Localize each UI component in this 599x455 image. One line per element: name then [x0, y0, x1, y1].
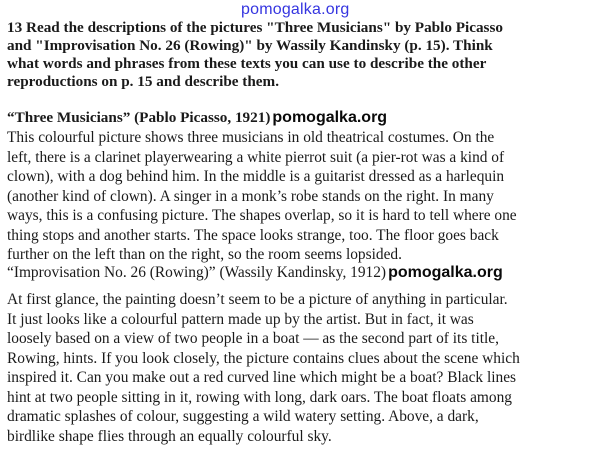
paragraph-line: This colourful picture shows three musicians in old theatrical costumes. On the	[7, 129, 495, 146]
task-line: what words and phrases from these texts you can use to describe the other	[7, 55, 487, 72]
watermark-inline: pomogalka.org	[272, 109, 388, 126]
watermark-inline: pomogalka.org	[388, 264, 503, 281]
paragraph-line: At first glance, the painting doesn’t seem to be a picture of anything in particular.	[7, 291, 508, 308]
paragraph-line: left, there is a clarinet playerwearing a white pierrot suit (a pier-rot was a kind of	[7, 148, 505, 166]
paragraph-line: It just looks like a colourful pattern made up by the artist. But in fact, it was	[7, 310, 474, 328]
task-line: reproductions on p. 15 and describe them.	[7, 73, 279, 90]
paragraph-line: clown), with a dog behind him. In the middle is a guitarist dressed as a harlequin	[7, 168, 505, 185]
watermark-top: pomogalka.org	[241, 1, 350, 18]
task-line: 13 Read the descriptions of the pictures "Three Musicians" by Pablo Picasso	[7, 19, 503, 36]
description-improvisation	[7, 290, 597, 446]
section-heading-three-musicians	[7, 109, 387, 127]
task-instructions	[7, 19, 592, 91]
paragraph-line: dramatic splashes of colour, suggesting a wild watery setting. Above, a dark,	[7, 408, 479, 425]
task-line: and "Improvisation No. 26 (Rowing)" by Wassily Kandinsky (p. 15). Think	[7, 37, 493, 54]
section-heading-text: “Improvisation No. 26 (Rowing)” (Wassily Kandinsky, 1912)	[7, 264, 387, 281]
paragraph-line: ways, this is a confusing picture. The shapes overlap, so it is hard to tell where one	[7, 207, 517, 224]
paragraph-line: (another kind of clown). A singer in a monk’s robe stands on the right. In many	[7, 187, 494, 205]
section-heading-improvisation	[7, 264, 503, 282]
paragraph-line: thing stops and another starts. The space looks strange, too. The floor goes back	[7, 226, 499, 244]
paragraph-line: inspired it. Can you make out a red curved line which might be a boat? Black lines	[7, 369, 517, 386]
paragraph-line: further on the left than on the right, so the room seems lopsided.	[7, 246, 402, 263]
paragraph-line: birdlike shape flies through an equally colourful sky.	[7, 427, 332, 445]
section-heading-text: “Three Musicians” (Pablo Picasso, 1921)	[7, 109, 271, 126]
paragraph-line: Rowing, hints. If you look closely, the picture contains clues about the scene which	[7, 349, 520, 367]
paragraph-line: hint at two people sitting in it, rowing with long, dark oars. The boat floats among	[7, 388, 512, 406]
paragraph-line: loosely based on a view of two people in a boat — as the second part of its title,	[7, 330, 499, 347]
description-three-musicians	[7, 128, 597, 265]
